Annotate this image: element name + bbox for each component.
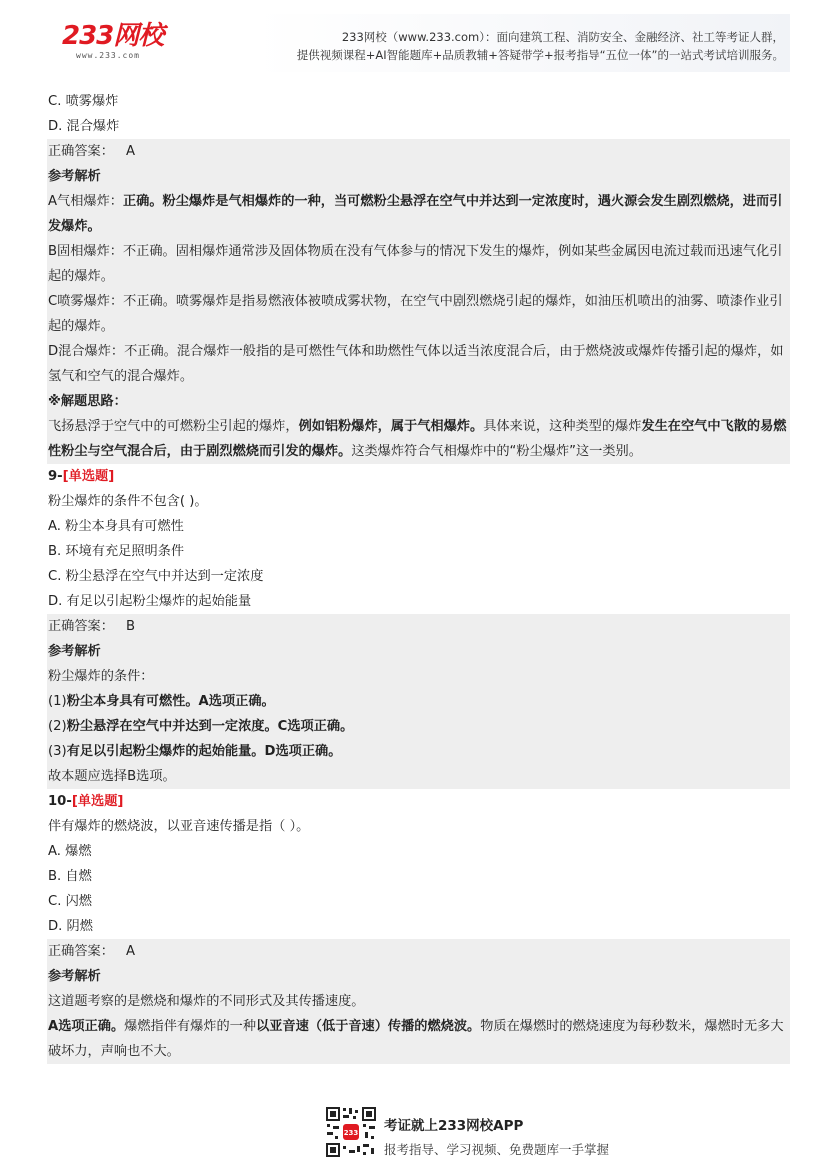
- page-header: [0, 0, 830, 86]
- q8-option-d: D. 混合爆炸: [48, 119, 120, 134]
- q10-type: [单选题]: [71, 794, 124, 809]
- q9-analysis-intro: 粉尘爆炸的条件：: [47, 664, 790, 689]
- q8-analysis-d: D混合爆炸：不正确。混合爆炸一般指的是可燃性气体和助燃性气体以适当浓度混合后，由于燃烧波或爆炸传播引起的爆炸，如氢气和空气的混合爆炸。: [47, 339, 790, 389]
- q8-answer-row: [47, 139, 790, 164]
- q10-analysis-intro: 这道题考察的是燃烧和爆炸的不同形式及其传播速度。: [47, 989, 790, 1014]
- q8-thinking-title: ※解题思路：: [47, 389, 790, 414]
- header-line-1: 233网校（www.233.com）：面向建筑工程、消防安全、金融经济、社工等考证人群，: [341, 30, 784, 44]
- q10-analysis-a-text-1: 爆燃指伴有爆炸的一种: [124, 1019, 257, 1034]
- svg-text:233: 233: [343, 1129, 359, 1137]
- q10-option-d: D. 阴燃: [48, 919, 93, 934]
- header-description: [224, 28, 784, 64]
- q9-option-b: B. 环境有充足照明条件: [48, 544, 185, 559]
- q9-answer-label: 正确答案：: [48, 619, 114, 634]
- q10-answer-row: [47, 939, 790, 964]
- brand-logo-url: www.233.com: [76, 51, 140, 60]
- q8-analysis-c: C喷雾爆炸：不正确。喷雾爆炸是指易燃液体被喷成雾状物，在空气中剧烈燃烧引起的爆炸，如油压机喷出的油雾、喷漆作业引起的爆炸。: [47, 289, 790, 339]
- q8-analysis-a: [47, 189, 790, 239]
- q9-condition-2-text: 粉尘悬浮在空气中并达到一定浓度。C选项正确。: [66, 719, 354, 734]
- q10-analysis-title: 参考解析: [47, 964, 790, 989]
- page-footer: [0, 1102, 830, 1174]
- q10-analysis-a-bold-2: 以亚音速（低于音速）传播的燃烧波。: [256, 1019, 481, 1034]
- q9-condition-3-prefix: (3): [48, 744, 67, 759]
- q10-option-b: B. 自燃: [48, 869, 92, 884]
- q9-option-c: C. 粉尘悬浮在空气中并达到一定浓度: [48, 569, 264, 584]
- q8-thinking-part-1: 飞扬悬浮于空气中的可燃粉尘引起的爆炸，: [48, 419, 299, 434]
- q10-analysis-a: [47, 1014, 790, 1064]
- q10-answer-value: A: [125, 944, 135, 959]
- q10-option-a: A. 爆燃: [48, 844, 92, 859]
- q9-conclusion: 故本题应选择B选项。: [47, 764, 790, 789]
- q8-answer-label: 正确答案：: [48, 144, 114, 159]
- footer-title: 考证就上233网校APP: [384, 1118, 524, 1134]
- q9-condition-2: [47, 714, 790, 739]
- q10-stem: 伴有爆炸的燃烧波，以亚音速传播是指（ ）。: [48, 819, 310, 834]
- q9-option-a: A. 粉尘本身具有可燃性: [48, 519, 184, 534]
- q9-answer-value: B: [125, 619, 135, 634]
- q8-thinking-part-4: 发生在空气中飞散的易燃性粉尘与空气混合后，由于剧烈燃烧而引发的爆炸。: [48, 419, 787, 459]
- q8-thinking-text: [47, 414, 790, 464]
- q9-condition-1: [47, 689, 790, 714]
- q8-analysis-title: 参考解析: [47, 164, 790, 189]
- q8-answer-value: A: [125, 144, 135, 159]
- q8-option-c: C. 喷雾爆炸: [48, 94, 119, 109]
- q9-answer-row: [47, 614, 790, 639]
- qr-code-icon[interactable]: [325, 1106, 377, 1158]
- q9-stem: 粉尘爆炸的条件不包含( )。: [48, 494, 208, 509]
- q9-condition-1-text: 粉尘本身具有可燃性。A选项正确。: [66, 694, 275, 709]
- q9-number: 9-: [48, 469, 63, 484]
- q9-condition-3: [47, 739, 790, 764]
- q10-analysis-a-text-2: 物质在爆燃时的燃烧速度为每秒数米，爆燃时无多大破坏力，声响也不大。: [48, 1019, 784, 1059]
- q8-analysis-a-prefix: A气相爆炸：: [48, 194, 123, 209]
- q8-analysis-a-bold: 正确。粉尘爆炸是气相爆炸的一种，当可燃粉尘悬浮在空气中并达到一定浓度时，遇火源会发生剧烈燃烧，进而引发爆炸。: [48, 194, 783, 234]
- q10-answer-label: 正确答案：: [48, 944, 114, 959]
- q9-option-d: D. 有足以引起粉尘爆炸的起始能量: [48, 594, 252, 609]
- brand-logo: 233网校: [62, 21, 164, 51]
- q10-analysis-a-bold: A选项正确。: [48, 1019, 125, 1034]
- header-line-2: 提供视频课程+AI智能题库+品质教辅+答疑带学+报考指导“五位一体”的一站式考试培训服务。: [296, 48, 784, 62]
- q8-thinking-part-3: 具体来说，这种类型的爆炸: [483, 419, 642, 434]
- q8-thinking-part-2: 例如铝粉爆炸，属于气相爆炸。: [298, 419, 484, 434]
- q10-number: 10-: [48, 794, 72, 809]
- footer-subtitle: 报考指导、学习视频、免费题库一手掌握: [384, 1142, 610, 1157]
- q10-option-c: C. 闪燃: [48, 894, 92, 909]
- q9-condition-3-text: 有足以引起粉尘爆炸的起始能量。D选项正确。: [66, 744, 342, 759]
- q9-analysis-title: 参考解析: [47, 639, 790, 664]
- q9-heading: [47, 464, 790, 489]
- document-content: [47, 89, 790, 1064]
- q8-analysis-b: B固相爆炸：不正确。固相爆炸通常涉及固体物质在没有气体参与的情况下发生的爆炸，例如某些金属因电流过载而迅速气化引起的爆炸。: [47, 239, 790, 289]
- q9-condition-1-prefix: (1): [48, 694, 67, 709]
- q9-condition-2-prefix: (2): [48, 719, 67, 734]
- q9-type: [单选题]: [62, 469, 115, 484]
- q10-heading: [47, 789, 790, 814]
- q8-thinking-part-5: 这类爆炸符合气相爆炸中的“粉尘爆炸”这一类别。: [351, 444, 642, 459]
